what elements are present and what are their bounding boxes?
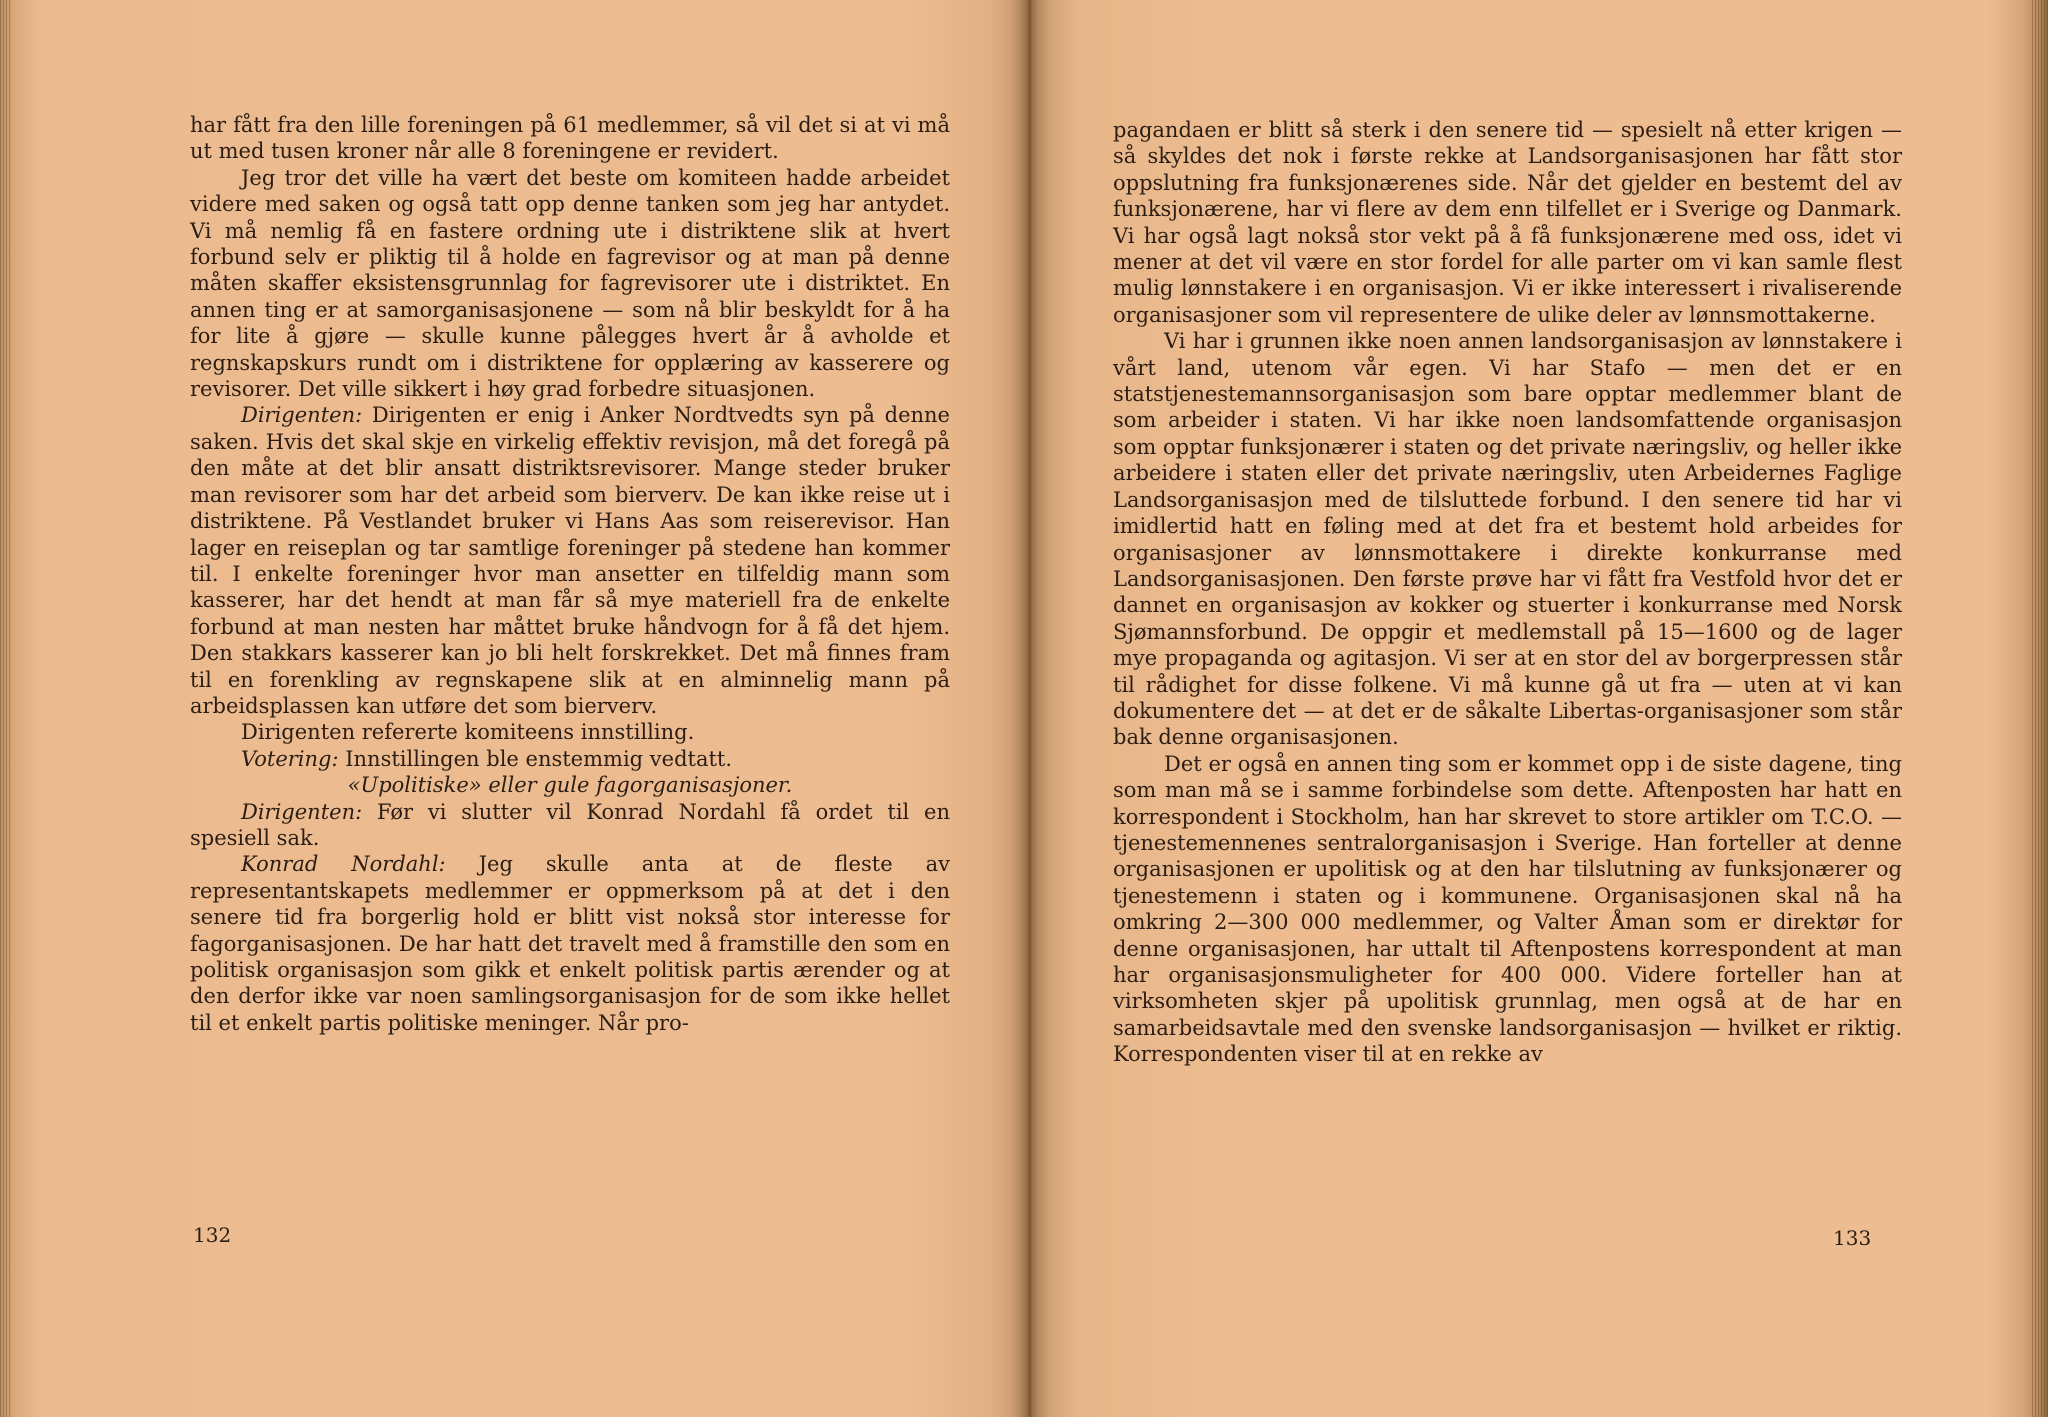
speaker-label: Votering: <box>241 746 339 771</box>
speaker-label: Konrad Nordahl: <box>241 852 446 877</box>
paragraph <box>190 851 950 1036</box>
paragraph <box>190 402 950 719</box>
paragraph: Vi har i grunnen ikke noen annen landsorganisasjon av lønnstakere i vårt land, utenom vår egen. Vi har Stafo — men det er en statstjenestemannsorganisasjon som bare opptar medlemmer blant de som arbeider i staten. Vi har ikke noen landsomfattende organisasjon som opptar funksjonærer i staten og det private næringsliv, og heller ikke arbeidere i staten eller det private næringsliv, uten Arbeidernes Faglige Landsorganisasjon med de tilsluttede forbund. I den senere tid har vi imidlertid hatt en føling med at det fra et bestemt hold arbeides for organisasjoner av lønnsmottakere i direkte konkurranse med Landsorganisasjonen. Den første prøve har vi fått fra Vestfold hvor det er dannet en organisasjon av kokker og stuerter i konkurranse med Norsk Sjømannsforbund. De oppgir et medlemstall på 15—1600 og de lager mye propaganda og agitasjon. Vi ser at en stor del av borgerpressen står til rådighet for disse folkene. Vi må kunne gå ut fra — uten at vi kan dokumentere det — at det er de såkalte Libertas-organisasjoner som står bak denne organisasjonen. <box>1113 329 1902 750</box>
paragraph: har fått fra den lille foreningen på 61 medlemmer, så vil det si at vi må ut med tusen kroner når alle 8 foreningene er revidert. <box>190 113 950 164</box>
section-heading: «Upolitiske» eller gule fagorganisasjoner. <box>347 773 793 798</box>
paragraph: Jeg tror det ville ha vært det beste om komiteen hadde arbeidet videre med saken og også tatt opp denne tanken som jeg har antydet. Vi må nemlig få en fastere ordning ute i distriktene slik at hvert forbund selv er pliktig til å holde en fagrevisor og at man på denne måten skaffer eksistensgrunnlag for fagrevisorer ute i distriktet. En annen ting er at samorganisasjonene — som nå blir beskyldt for å ha for lite å gjøre — skulle kunne pålegges hvert år å avholde et regnskapskurs rundt om i distriktene for opplæring av kasserere og revisorer. Det ville sikkert i høy grad forbedre situasjonen. <box>190 165 950 402</box>
paragraph: pagandaen er blitt så sterk i den senere tid — spesielt nå etter krigen — så skyldes det nok i første rekke at Landsorganisasjonen har fått stor oppslutning fra funksjonærenes side. Når det gjelder en bestemt del av funksjonærene, har vi flere av dem enn tilfellet er i Sverige og Danmark. Vi har også lagt nokså stor vekt på å få funksjonærene med oss, idet vi mener at det vil være en stor fordel for alle parter om vi kan samle flest mulig lønnstakere i en organisasjon. Vi er ikke interessert i rivaliserende organisasjoner som vil representere de ulike deler av lønnsmottakerne. <box>1113 118 1902 327</box>
page-edge <box>2032 0 2048 1417</box>
speaker-label: Dirigenten: <box>241 799 363 824</box>
paragraph-text: Jeg skulle anta at de fleste av representantskapets medlemmer er oppmerksom på at det i den senere tid fra borgerlig hold er blitt vist nokså stor interesse for fagorganisasjonen. De har hatt det travelt med å framstille den som en politisk organisasjon som gikk et enkelt politisk partis ærender og at den derfor ikke var noen samlingsorganisasjon for de som ikke hellet til et enkelt partis politiske meninger. Når pro- <box>190 852 950 1035</box>
page-edge <box>0 0 12 1417</box>
page-number: 132 <box>193 1223 232 1247</box>
paragraph: Dirigenten refererte komiteens innstilling. <box>241 720 695 745</box>
speaker-label: Dirigenten: <box>241 403 363 428</box>
right-page-body <box>1113 117 1902 1068</box>
paragraph-text: Før vi slutter vil Konrad Nordahl få ordet til en spesiell sak. <box>190 799 950 850</box>
paragraph-text: Dirigenten er enig i Anker Nordtvedts syn på denne saken. Hvis det skal skje en virkelig effektiv revisjon, må det foregå på den måte at det blir ansatt distriktsrevisorer. Mange steder bruker man revisorer som har det arbeid som bierverv. De kan ikke reise ut i distriktene. På Vestlandet bruker vi Hans Aas som reiserevisor. Han lager en reiseplan og tar samtlige foreninger på stedene han kommer til. I enkelte foreninger hvor man ansetter en tilfeldig mann som kasserer, har det hendt at man får så mye materiell fra de enkelte forbund at man nesten har måttet bruke håndvogn for å få det hjem. Den stakkars kasserer kan jo bli helt forskrekket. Det må finnes fram til en forenkling av regnskapene slik at en alminnelig mann på arbeidsplassen kan utføre det som bierverv. <box>190 403 950 718</box>
paragraph-text: Innstillingen ble enstemmig vedtatt. <box>345 746 733 771</box>
paragraph: Det er også en annen ting som er kommet opp i de siste dagene, ting som man må se i samme forbindelse som dette. Aftenposten har hatt en korrespondent i Stockholm, han har skrevet to store artikler om T.C.O. — tjenestemennenes sentralorganisasjon i Sverige. Han forteller at denne organisasjonen er upolitisk og at den har tilslutning av funksjonærer og tjenestemenn i staten og i kommunene. Organisasjonen skal nå ha omkring 2—300 000 medlemmer, og Valter Åman som er direktør for denne organisasjonen, har uttalt til Aftenpostens korrespondent at man har organisasjonsmuligheter for 400 000. Videre forteller han at virksomheten skjer på upolitisk grunnlag, men også at de har en samarbeidsavtale med den svenske landsorganisasjon — hvilket er riktig. Korrespondenten viser til at en rekke av <box>1113 751 1902 1067</box>
page-number: 133 <box>1833 1226 1872 1250</box>
paragraph <box>190 799 950 852</box>
paragraph <box>190 746 950 772</box>
right-page <box>1028 0 2048 1417</box>
left-page-body <box>190 112 950 1036</box>
